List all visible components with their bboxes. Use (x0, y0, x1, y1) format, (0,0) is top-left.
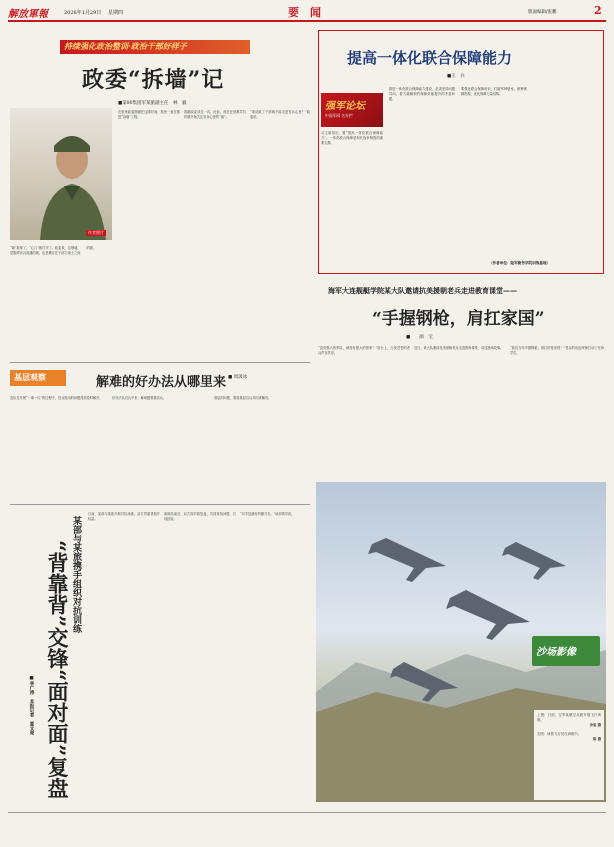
article3-body-a: 连队在开展“一事一议”的过程中，官兵提出的问题得到及时解决。 (10, 396, 103, 400)
masthead (8, 4, 606, 20)
masthead-date: 2026年1月29日 (64, 10, 102, 16)
bottom-strip-text (10, 816, 310, 842)
photo-badge (532, 636, 600, 666)
article4-subtitle: 某部与某旅携手组织对抗训练 (71, 516, 81, 633)
photo-caption-box (534, 710, 604, 800)
article2-kicker: 海军大连舰艇学院某大队邀请抗美援朝老兵走进教育课堂—— (328, 286, 517, 295)
article3-body-c: 基层的问题，要靠基层官兵共同来解决。 (214, 396, 272, 400)
bottom-rule (8, 812, 606, 813)
author-photo (10, 108, 112, 240)
divider-article4 (10, 504, 310, 505)
article2-body-c: “我们当年手握钢枪，肩扛的是家国！”老兵的话语深深打动了在场学员。 (510, 346, 604, 356)
column-author: （作者单位：陆军勤务学院训练基地） (489, 261, 551, 265)
soldier-portrait-icon (10, 108, 112, 240)
article4-body-c: “对手是最好的磨刀石。”该部领导说。 (240, 512, 295, 516)
article3-title: 解难的好办法从哪里来 (96, 375, 227, 390)
article3-body-b: 好办法从官兵中来，解难题要靠官兵。 (112, 396, 167, 400)
article3-kicker (10, 370, 66, 386)
article1-body-b: 我跟政委谈过一次。此前，他在任营教导员时就开始关注官兵心里的“墙”。 (184, 110, 246, 120)
photo-badge-text: 沙场影像 (536, 647, 576, 658)
article2-byline: ■ 颜 宝 (406, 335, 433, 340)
photo-caption: 作者照片 (88, 230, 104, 235)
column-body-a: 习主席指出，要“提高一体化联合保障能力”。一体化联合保障是现代战争制胜的重要支撑。 (321, 131, 383, 146)
column-badge (321, 93, 383, 127)
divider-article3 (10, 362, 310, 363)
article1-body-c: “谁说政工干部就不能走进官兵心里？”政委说。 (250, 110, 310, 120)
article2-title: “手握钢枪，肩扛家国” (372, 309, 545, 329)
article4-body-a: 日前，某部与某旅开展对抗演练，双方背靠背展开较量。 (88, 512, 160, 522)
column-badge-title: 强军论坛 (325, 101, 365, 112)
article4-body-b: 演练结束后，双方面对面复盘，共同查找问题、总结经验。 (164, 512, 236, 522)
section-title: 要 闻 (288, 6, 321, 19)
credit-up: 余旭 摄 (589, 723, 601, 728)
masthead-logo: 解放軍報 (8, 9, 48, 20)
article3-kicker-text: 基层观察 (14, 372, 46, 382)
article1-byline: ■第80集团军某旅副主任 林 毅 (118, 101, 187, 106)
article4-title: “背靠背”交锋“面对面”复盘 (45, 540, 70, 799)
column-badge-sub: 中国军网 名专栏 (325, 113, 353, 118)
column-byline: ■王 兵 (447, 74, 465, 79)
banner-strip (60, 40, 250, 54)
masthead-rule (8, 20, 606, 22)
credit-down: 陈 摄 (593, 736, 601, 741)
article1-title: 政委“拆墙”记 (82, 67, 225, 93)
page-editor: 版面编辑/张鹏 (528, 10, 557, 15)
column-body-b: 推进一体化联合保障能力建设，必须坚持问题导向，着力破解制约保障效能提升的矛盾问题。 (389, 87, 455, 102)
column-title: 提高一体化联合保障能力 (347, 49, 513, 67)
column-box (318, 30, 604, 274)
caption-up: 上图：日前，空军某航空兵旅开展飞行训练。 (537, 713, 601, 723)
banner-text: 持续强化政治整训·政治干部好样子 (64, 41, 187, 51)
article2-body-a: “没有强大的军队，就没有强大的国家！”讲台上，白发苍苍的老兵声音洪亮。 (318, 346, 410, 356)
column-body-c: 要强化联合保障意识，打破军种壁垒，统筹保障资源，优化保障力量结构。 (461, 87, 527, 97)
article4-byline: ■李广涛 本报记者 夏文亮 (29, 676, 34, 735)
article1-body-a: 在旅里政委刚谢任这段时间，旅里一直在推进“拆墙”工程。 (118, 110, 180, 120)
article2-body-b: 近日，该大队邀请抗美援朝老兵走进教育课堂，讲述战场故事。 (414, 346, 504, 350)
caption-down: 右图：该旅飞行员在训练中。 (537, 731, 582, 736)
masthead-weekday: 星期四 (108, 10, 124, 16)
jet-photo (316, 482, 606, 802)
column-body-d (533, 87, 599, 255)
article3-byline: ■ 周汲冰 (228, 375, 248, 380)
page-number: 2 (594, 4, 602, 17)
article1-body-d: “墙”拆掉了，“心门”就打开了。政委说，这堵墙，是阻碍官兵沟通的墙，也是横亘在干部与战士之间的墙。 (10, 246, 97, 256)
